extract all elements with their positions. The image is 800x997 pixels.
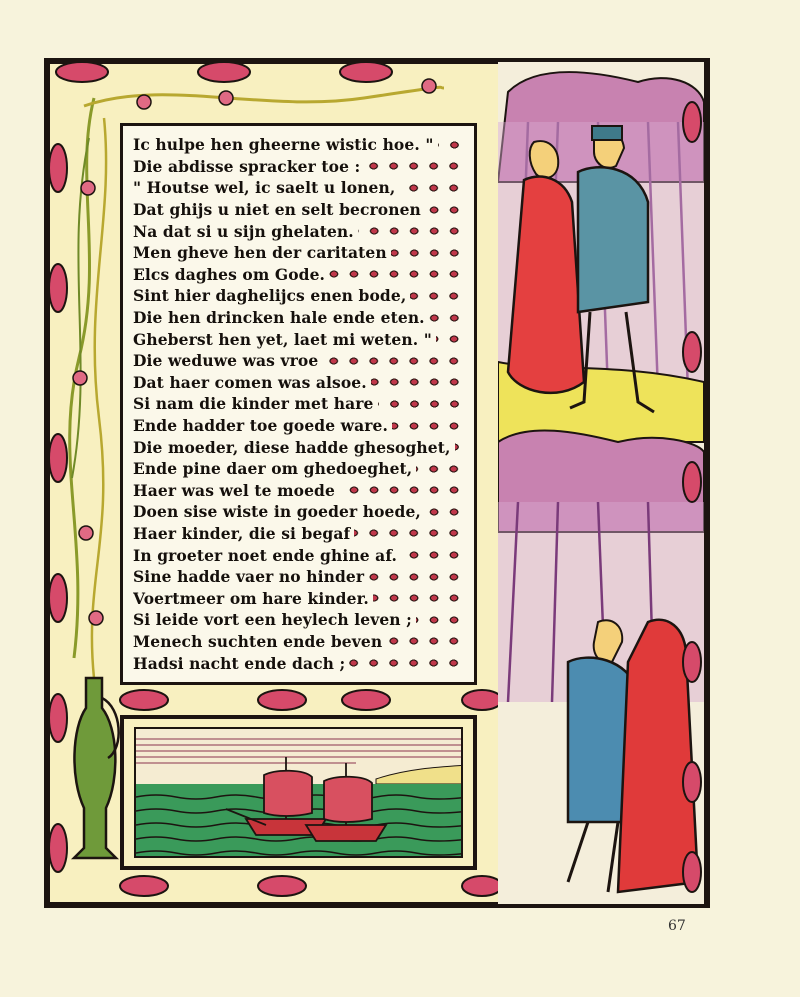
verse-line bbox=[133, 156, 464, 178]
line-filler-ornament bbox=[358, 224, 464, 238]
verse-line-text: Ende pine daer om ghedoeghet, bbox=[133, 459, 413, 479]
ship-scene bbox=[134, 727, 463, 858]
line-filler-ornament bbox=[371, 375, 464, 389]
verse-line-text: Haer kinder, die si begaf bbox=[133, 523, 351, 543]
line-filler-ornament bbox=[401, 548, 464, 562]
verse-line bbox=[133, 177, 464, 199]
verse-line-text: Voertmeer om hare kinder. bbox=[133, 588, 369, 608]
verse-panel bbox=[120, 123, 477, 685]
verse-line-text: Si leide vort een heylech leven ; bbox=[133, 610, 412, 630]
verse-line bbox=[133, 199, 464, 221]
line-filler-ornament bbox=[373, 591, 464, 605]
verse-line-text: Elcs daghes om Gode. bbox=[133, 264, 326, 284]
verse-line bbox=[133, 285, 464, 307]
verse-line bbox=[133, 134, 464, 156]
verse-line bbox=[133, 523, 464, 545]
verse-line bbox=[133, 328, 464, 350]
line-filler-ornament bbox=[329, 267, 464, 281]
verse-line bbox=[133, 350, 464, 372]
verse-line-text: Die abdisse spracker toe : bbox=[133, 156, 361, 176]
line-filler-ornament bbox=[438, 138, 464, 152]
line-filler-ornament bbox=[339, 483, 464, 497]
verse-line-text: Gheberst hen yet, laet mi weten. " bbox=[133, 329, 432, 349]
verse-line bbox=[133, 652, 464, 674]
verse-line bbox=[133, 501, 464, 523]
verse-line-text: Ic hulpe hen gheerne wistic hoe. " bbox=[133, 135, 434, 155]
line-filler-ornament bbox=[416, 613, 464, 627]
verse-line-text: Sint hier daghelijcs enen bode, bbox=[133, 286, 407, 306]
verse-line-text: " Houtse wel, ic saelt u lonen, bbox=[133, 178, 396, 198]
verse-line-text: Menech suchten ende beven bbox=[133, 631, 383, 651]
verse-line bbox=[133, 631, 464, 653]
line-filler-ornament bbox=[436, 332, 464, 346]
ship-illustration-panel bbox=[120, 715, 477, 870]
verse-line bbox=[133, 415, 464, 437]
verse-line bbox=[133, 307, 464, 329]
figures-illustration-art bbox=[498, 62, 704, 904]
line-filler-ornament bbox=[391, 246, 464, 260]
verse-line-text: Ende hadder toe goede ware. bbox=[133, 416, 388, 436]
figures-illustration bbox=[498, 62, 704, 904]
verse-line-text: Die hen drincken hale ende eten. bbox=[133, 308, 425, 328]
verse-line-text: In groeter noet ende ghine af. bbox=[133, 545, 398, 565]
line-filler-ornament bbox=[349, 656, 464, 670]
verse-line-text: Doen sise wiste in goeder hoede, bbox=[133, 502, 421, 522]
verse-line-text: Haer was wel te moede bbox=[133, 480, 335, 500]
verse-line-text: Sine hadde vaer no hinder bbox=[133, 567, 365, 587]
line-filler-ornament bbox=[425, 203, 464, 217]
verse-line bbox=[133, 393, 464, 415]
line-filler-ornament bbox=[455, 440, 465, 454]
verse-line bbox=[133, 480, 464, 502]
line-filler-ornament bbox=[368, 570, 464, 584]
line-filler-ornament bbox=[392, 419, 464, 433]
line-filler-ornament bbox=[364, 159, 464, 173]
line-filler-ornament bbox=[429, 311, 464, 325]
verse-line bbox=[133, 458, 464, 480]
line-filler-ornament bbox=[386, 634, 464, 648]
verse-line bbox=[133, 566, 464, 588]
top-floral-border bbox=[44, 58, 454, 118]
line-filler-ornament bbox=[322, 354, 464, 368]
line-filler-ornament bbox=[378, 397, 465, 411]
verse-line-text: Die weduwe was vroe bbox=[133, 351, 319, 371]
page-number: 67 bbox=[668, 918, 686, 934]
verse-line bbox=[133, 436, 464, 458]
ship-illustration bbox=[136, 729, 463, 858]
verse-line bbox=[133, 587, 464, 609]
line-filler-ornament bbox=[416, 462, 464, 476]
verse-line-text: Dat ghijs u niet en selt becronen bbox=[133, 200, 421, 220]
line-filler-ornament bbox=[399, 181, 464, 195]
verse-line bbox=[133, 372, 464, 394]
verse-line-text: Die moeder, diese hadde ghesoghet, bbox=[133, 437, 451, 457]
verse-line bbox=[133, 242, 464, 264]
verse-line-text: Men gheve hen der caritaten bbox=[133, 243, 387, 263]
verse-line bbox=[133, 609, 464, 631]
line-filler-ornament bbox=[354, 526, 464, 540]
verse-line-text: Dat haer comen was alsoe. bbox=[133, 372, 367, 392]
verse-line bbox=[133, 220, 464, 242]
verse-line-text: Si nam die kinder met hare bbox=[133, 394, 374, 414]
verse-line bbox=[133, 544, 464, 566]
verse-line-text: Hadsi nacht ende dach ; bbox=[133, 653, 346, 673]
line-filler-ornament bbox=[425, 505, 464, 519]
line-filler-ornament bbox=[410, 289, 464, 303]
verse-line-text: Na dat si u sijn ghelaten. bbox=[133, 221, 354, 241]
verse-line bbox=[133, 264, 464, 286]
